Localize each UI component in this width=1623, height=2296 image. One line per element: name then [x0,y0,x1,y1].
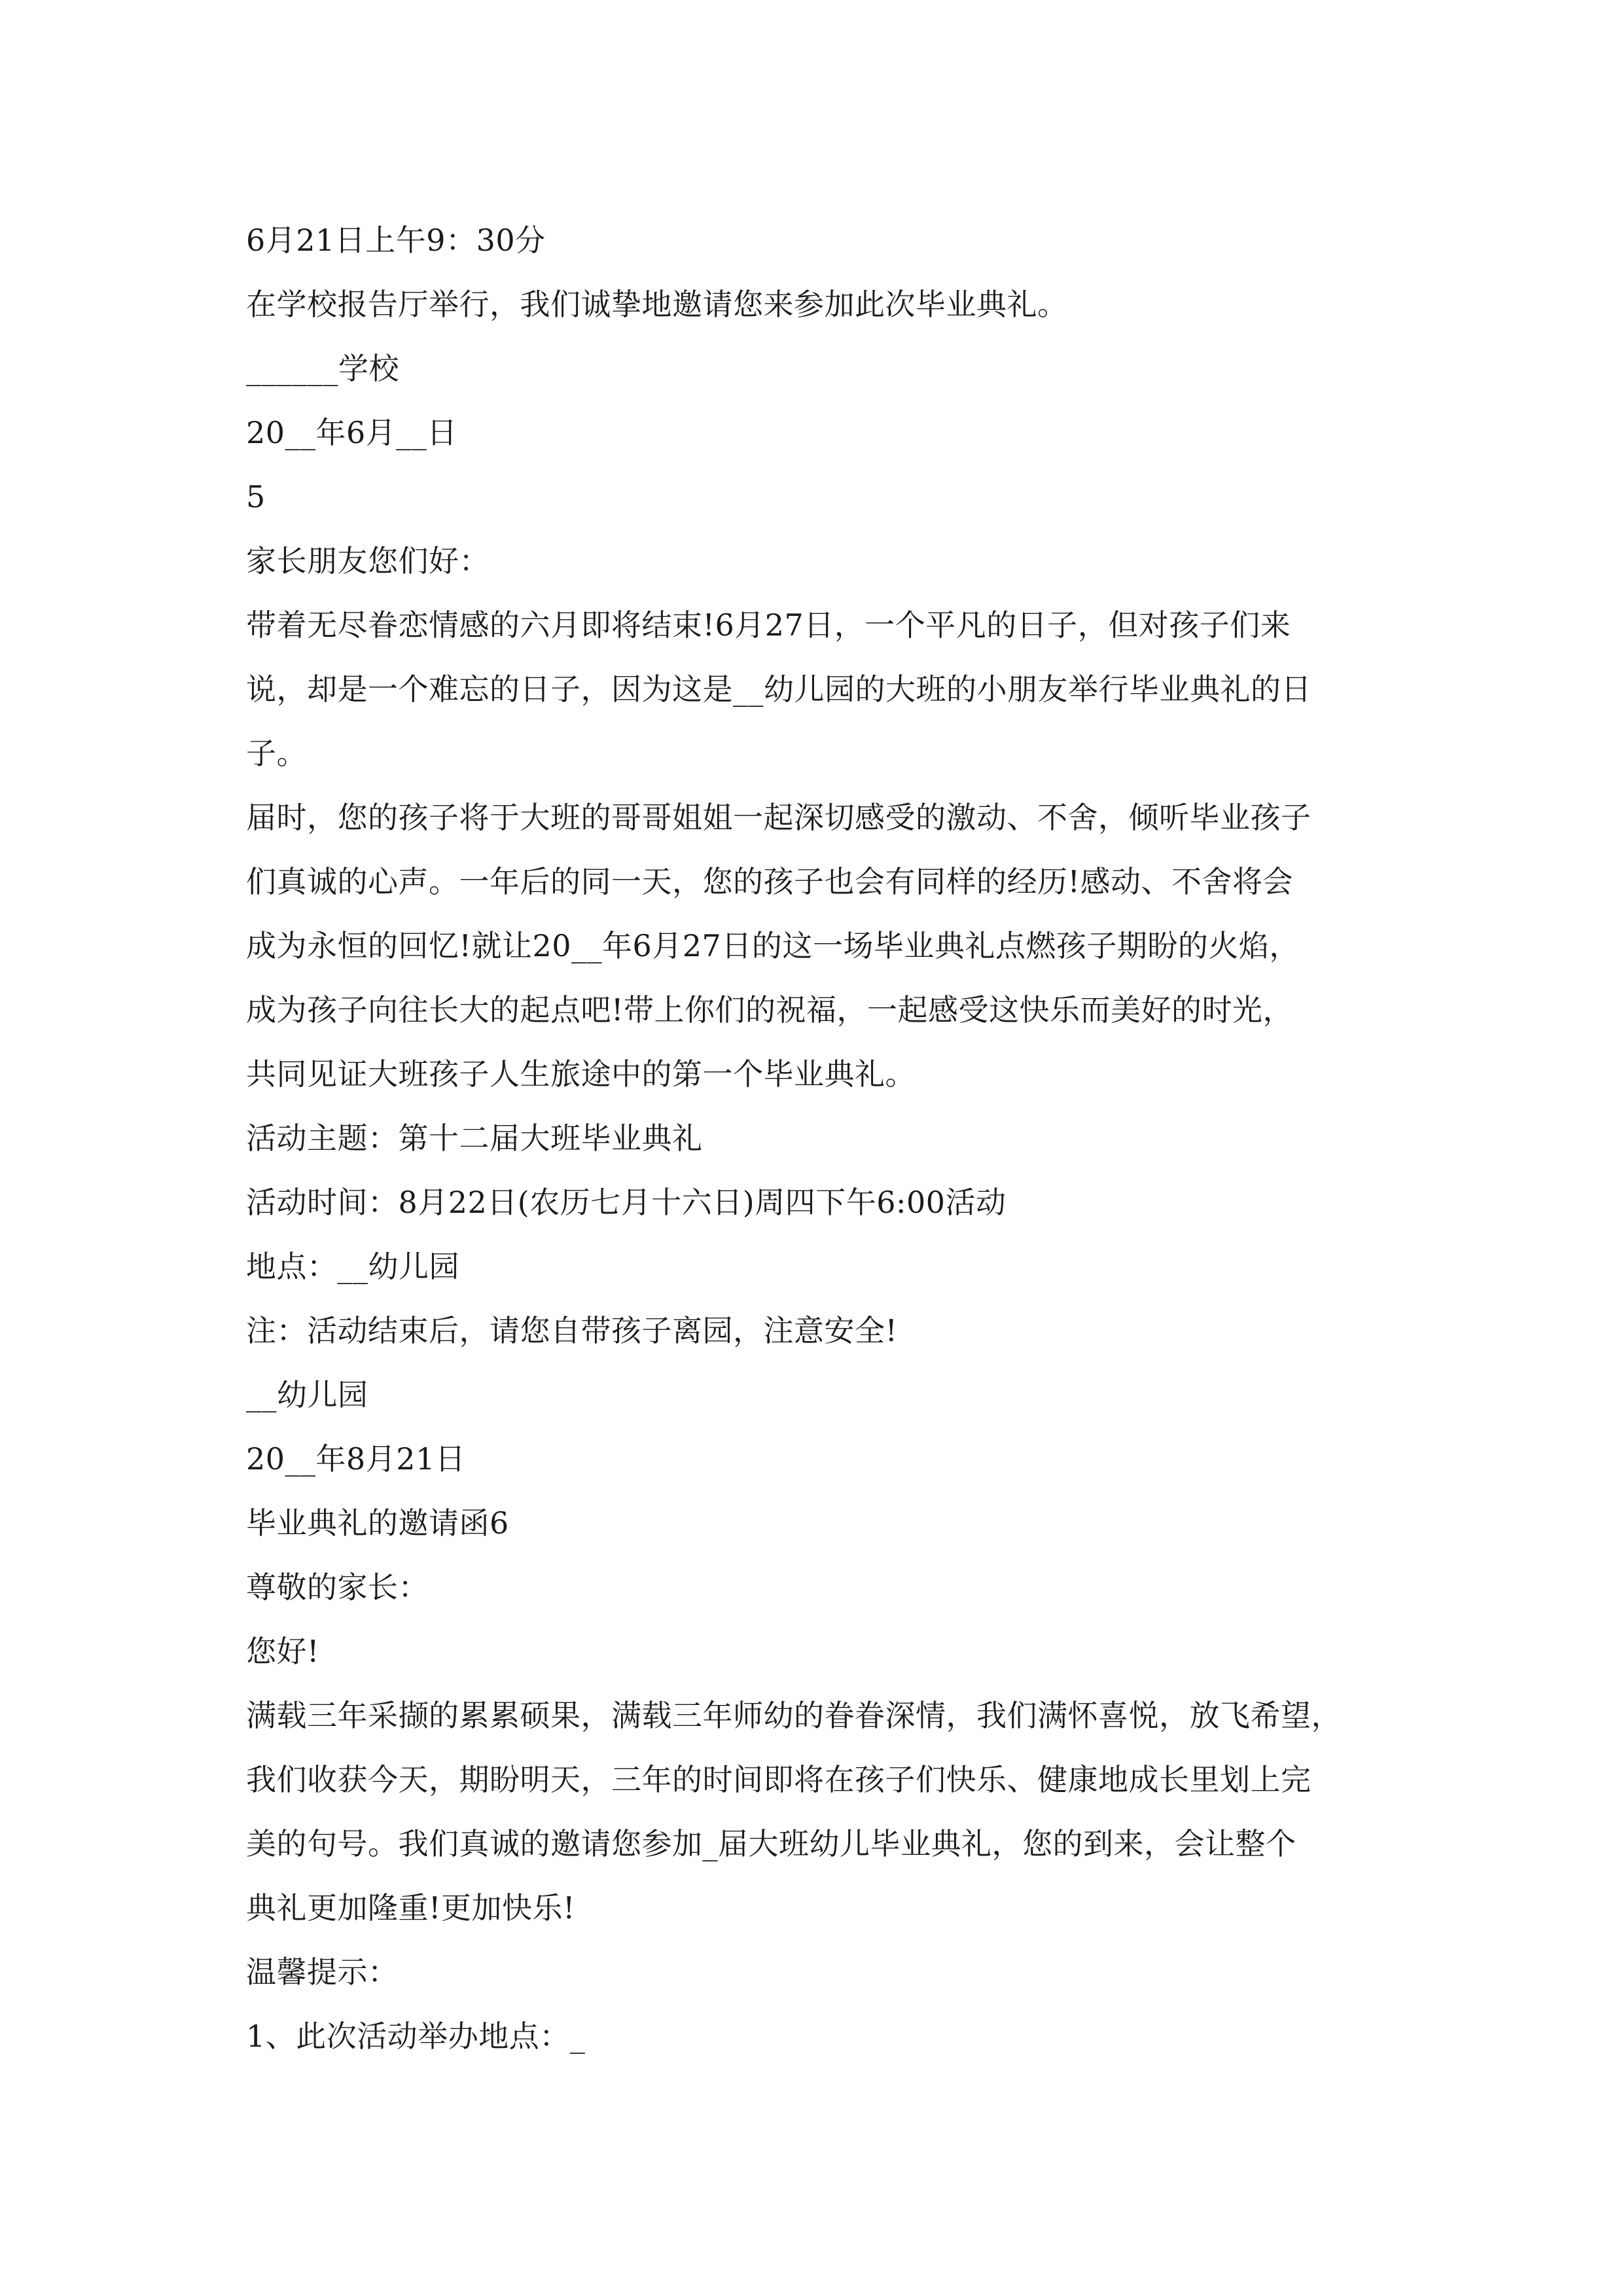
text-line: 届时，您的孩子将于大班的哥哥姐姐一起深切感受的激动、不舍，倾听毕业孩子 [246,800,1311,835]
text-line: 在学校报告厅举行，我们诚挚地邀请您来参加此次毕业典礼。 [246,287,1068,322]
text-line: 我们收获今天，期盼明天，三年的时间即将在孩子们快乐、健康地成长里划上完 [246,1762,1311,1797]
text-line: 美的句号。我们真诚的邀请您参加_届大班幼儿毕业典礼，您的到来，会让整个 [246,1826,1296,1861]
tips-item: 1、此次活动举办地点：_ [246,2018,586,2054]
section-number: 5 [246,479,266,514]
text-line: 子。 [246,736,307,771]
tips-heading: 温馨提示： [246,1954,399,1990]
signature-date: 20__年8月21日 [246,1441,466,1477]
event-note: 注：活动结束后，请您自带孩子离园，注意安全! [246,1313,898,1348]
text-line: ______学校 [246,351,399,386]
text-line: 带着无尽眷恋情感的六月即将结束!6月27日，一个平凡的日子，但对孩子们来 [246,607,1291,643]
document-body [246,208,1398,2068]
event-theme: 活动主题：第十二届大班毕业典礼 [246,1121,703,1156]
text-line: 您好! [246,1634,319,1669]
text-line: 共同见证大班孩子人生旅途中的第一个毕业典礼。 [246,1056,916,1092]
text-line: 成为孩子向往长大的起点吧!带上你们的祝福，一起感受这快乐而美好的时光， [246,992,1293,1028]
greeting: 尊敬的家长： [246,1570,429,1605]
text-line: 成为永恒的回忆!就让20__年6月27日的这一场毕业典礼点燃孩子期盼的火焰， [246,928,1300,963]
signature-org: __幼儿园 [246,1377,368,1412]
text-line: 6月21日上午9：30分 [246,223,546,258]
text-line: 说，却是一个难忘的日子，因为这是__幼儿园的大班的小朋友举行毕业典礼的日 [246,672,1311,707]
text-line: 20__年6月__日 [246,415,457,450]
text-line: 们真诚的心声。一年后的同一天，您的孩子也会有同样的经历!感动、不舍将会 [246,864,1293,899]
section-title: 毕业典礼的邀请函6 [246,1505,509,1541]
greeting: 家长朋友您们好： [246,543,490,579]
event-location: 地点：__幼儿园 [246,1249,459,1284]
event-time: 活动时间：8月22日(农历七月十六日)周四下午6:00活动 [246,1185,1007,1220]
text-line: 满载三年采撷的累累硕果，满载三年师幼的眷眷深情，我们满怀喜悦，放飞希望， [246,1698,1342,1733]
text-line: 典礼更加隆重!更加快乐! [246,1890,575,1926]
